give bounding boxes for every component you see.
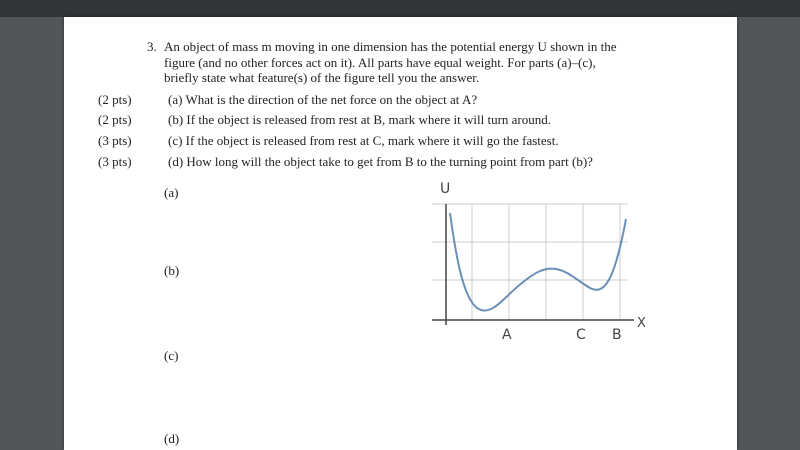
intro-line-3: briefly state what feature(s) of the figure tell you the answer. [164, 70, 480, 85]
part-b-points: (2 pts) [98, 112, 132, 127]
intro-line-2: figure (and no other forces act on it). All parts have equal weight. For parts (a)–(c), [164, 55, 596, 70]
potential-curve [450, 213, 626, 311]
part-a-text: (a) What is the direction of the net force on the object at A? [168, 92, 478, 107]
point-label-a: A [502, 327, 512, 343]
answer-label-a: (a) [164, 185, 179, 200]
answer-label-b: (b) [164, 263, 180, 278]
point-label-c: C [576, 327, 586, 343]
viewer-toolbar [0, 0, 800, 17]
part-d-text: (d) How long will the object take to get from B to the turning point from part (b)? [168, 154, 593, 169]
part-c-points: (3 pts) [98, 133, 132, 148]
document-page [64, 17, 737, 450]
intro-line-1: An object of mass m moving in one dimension has the potential energy U shown in the [164, 39, 617, 54]
x-axis-label: X [637, 316, 646, 331]
part-d-points: (3 pts) [98, 154, 132, 169]
answer-label-d: (d) [164, 431, 180, 446]
potential-energy-figure [426, 177, 656, 352]
answer-label-c: (c) [164, 348, 179, 363]
part-a-points: (2 pts) [98, 92, 132, 107]
point-label-b: B [612, 327, 622, 343]
part-c-text: (c) If the object is released from rest at C, mark where it will go the fastest. [168, 133, 559, 148]
part-b-text: (b) If the object is released from rest at B, mark where it will turn around. [168, 112, 552, 127]
y-axis-label: U [440, 181, 451, 197]
problem-number: 3. [147, 39, 157, 54]
plot-grid [432, 204, 628, 320]
